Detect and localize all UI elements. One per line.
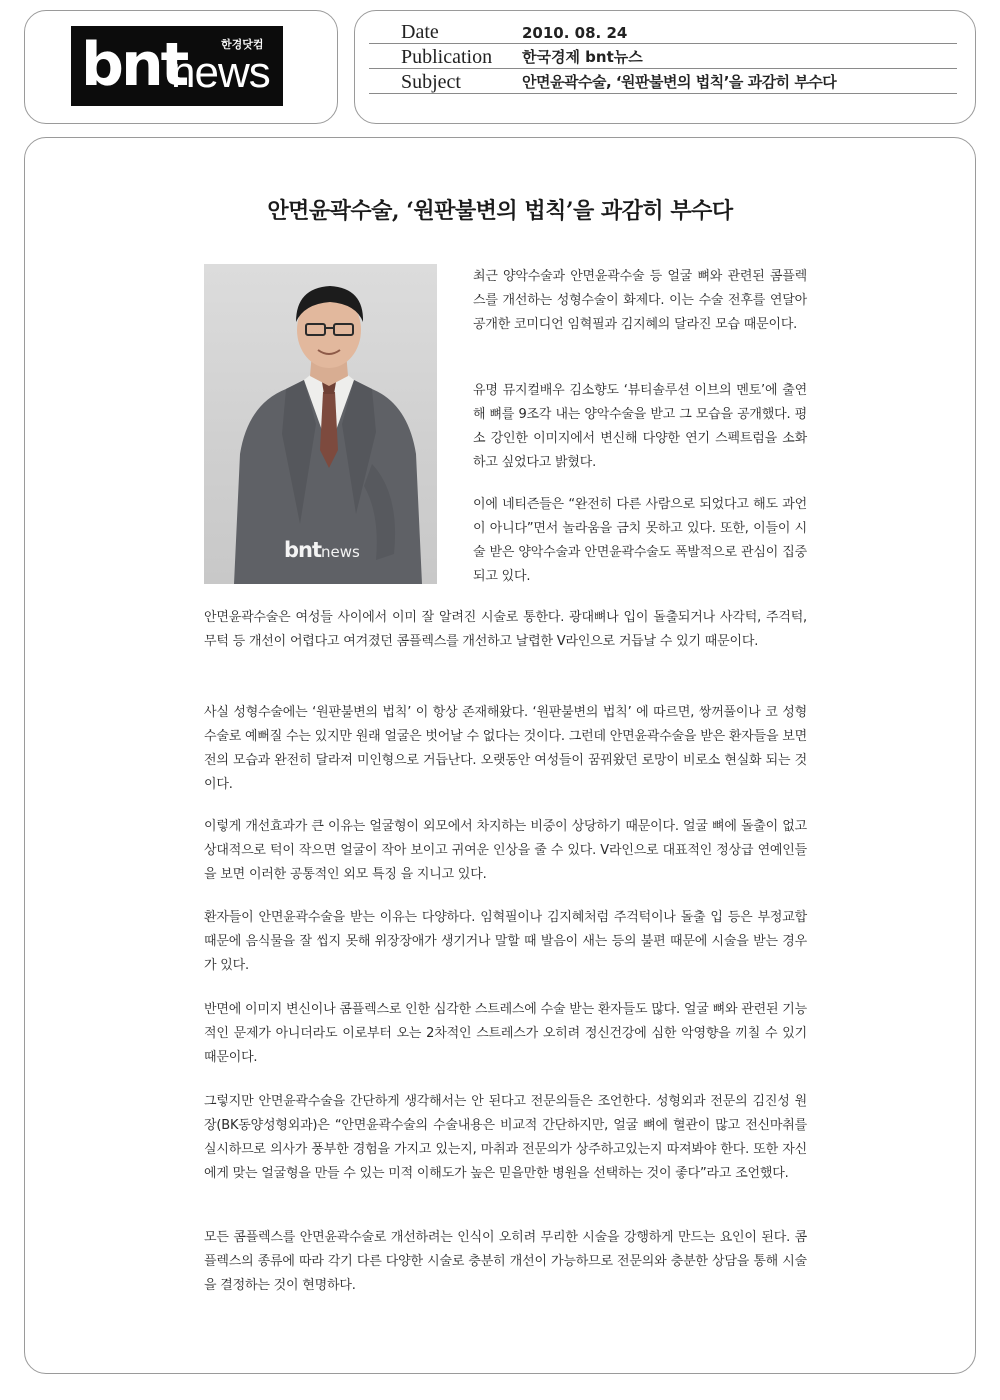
subject-label: Subject [401,71,461,93]
paragraph: 안면윤곽수술은 여성들 사이에서 이미 잘 알려진 시술로 통한다. 광대뼈나 입이 돌출되거나 사각턱, 주걱턱, 무턱 등 개선이 어렵다고 여겨졌던 콤플렉스를 개선하고 날렵한 V라인으로 거듭날 수 있기 때문이다. [204,610,807,649]
date-label: Date [401,21,439,43]
meta-row-publication [369,44,957,69]
paragraph: 환자들이 안면윤곽수술을 받는 이유는 다양하다. 임혁필이나 김지혜처럼 주걱턱이나 돌출 입 등은 부정교합 때문에 음식물을 잘 씹지 못해 위장장애가 생기거나 말할 때 발음이 새는 등의 불편 때문에 시술을 받는 경우가 있다. [204,910,807,973]
meta-row-subject [369,69,957,94]
logo-sub-text: news [171,48,270,97]
paragraph: 모든 콤플렉스를 안면윤곽수술로 개선하려는 인식이 오히려 무리한 시술을 강행하게 만드는 요인이 된다. 콤플렉스의 종류에 따라 각기 다른 다양한 시술로 충분히 개선이 가능하므로 전문의와 충분한 상담을 통해 시술을 결정하는 것이 현명하다. [204,1230,807,1293]
logo-panel [24,10,338,124]
publication-value: 한국경제 bnt뉴스 [522,48,643,66]
paragraph: 이에 네티즌들은 “완전히 다른 사람으로 되었다고 해도 과언이 아니다”면서 놀라움을 금치 못하고 있다. 또한, 이들이 시술 받은 양악수술과 안면윤곽수술도 폭발적으로 관심이 집중되고 있다. [473,497,807,584]
photo-watermark [284,538,360,562]
portrait-photo [204,264,437,584]
watermark-main: bnt [284,538,322,562]
bnt-news-logo [71,26,283,106]
logo-main-text: bnt [81,30,187,100]
paragraph: 유명 뮤지컬배우 김소향도 ‘뷰티솔루션 이브의 멘토’에 출연해 뼈를 9조각 내는 양악수술을 받고 그 모습을 공개했다. 평소 강인한 이미지에서 변신해 다양한 연기 스펙트럼을 소화하고 싶었다고 밝혔다. [473,383,807,470]
subject-value: 안면윤곽수술, ‘원판불변의 법칙’을 과감히 부수다 [522,73,837,91]
publication-label: Publication [401,46,493,68]
logo-tag-text: 한경닷컴 [221,38,264,51]
publication-info-panel [354,10,976,124]
meta-row-date [369,19,957,44]
article-title: 안면윤곽수술, ‘원판불변의 법칙’을 과감히 부수다 [267,198,733,224]
date-value: 2010. 08. 24 [522,24,628,42]
watermark-sub: news [321,543,360,561]
portrait-illustration [204,264,437,584]
article-panel [24,137,976,1374]
paragraph: 그렇지만 안면윤곽수술을 간단하게 생각해서는 안 된다고 전문의들은 조언한다. 성형외과 전문의 김진성 원장(BK동양성형외과)은 “안면윤곽수술의 수술내용은 비교적 간단하지만, 얼굴 뼈에 혈관이 많고 전신마취를 실시하므로 의사가 풍부한 경험을 가지고 있는지, 마취과 전문의가 상주하고있는지 따져봐야 한다. 또한 자신에게 맞는 얼굴형을 만들 수 있는 미적 이해도가 높은 믿을만한 병원을 선택하는 것이 좋다”라고 조언했다. [204,1094,807,1181]
paragraph: 최근 양악수술과 안면윤곽수술 등 얼굴 뼈와 관련된 콤플렉스를 개선하는 성형수술이 화제다. 이는 수술 전후를 연달아 공개한 코미디언 임혁필과 김지혜의 달라진 모습 때문이다. [473,269,807,332]
paragraph: 이렇게 개선효과가 큰 이유는 얼굴형이 외모에서 차지하는 비중이 상당하기 때문이다. 얼굴 뼈에 돌출이 없고 상대적으로 턱이 작으면 얼굴이 작아 보이고 귀여운 인상을 줄 수 있다. V라인으로 대표적인 정상급 연예인들을 보면 이러한 공통적인 외모 특징 을 지니고 있다. [204,819,807,882]
paragraph: 사실 성형수술에는 ‘원판불변의 법칙’ 이 항상 존재해왔다. ‘원판불변의 법칙’ 에 따르면, 쌍꺼풀이나 코 성형 수술로 예뻐질 수는 있지만 원래 얼굴은 벗어날 수 없다는 것이다. 그런데 안면윤곽수술을 받은 환자들을 보면 전의 모습과 완전히 달라져 미인형으로 거듭난다. 오랫동안 여성들이 꿈꿔왔던 로망이 비로소 현실화 되는 것이다. [204,705,807,792]
paragraph: 반면에 이미지 변신이나 콤플렉스로 인한 심각한 스트레스에 수술 받는 환자들도 많다. 얼굴 뼈와 관련된 기능적인 문제가 아니더라도 이로부터 오는 2차적인 스트레스가 오히려 정신건강에 심한 악영향을 끼칠 수 있기 때문이다. [204,1002,807,1065]
